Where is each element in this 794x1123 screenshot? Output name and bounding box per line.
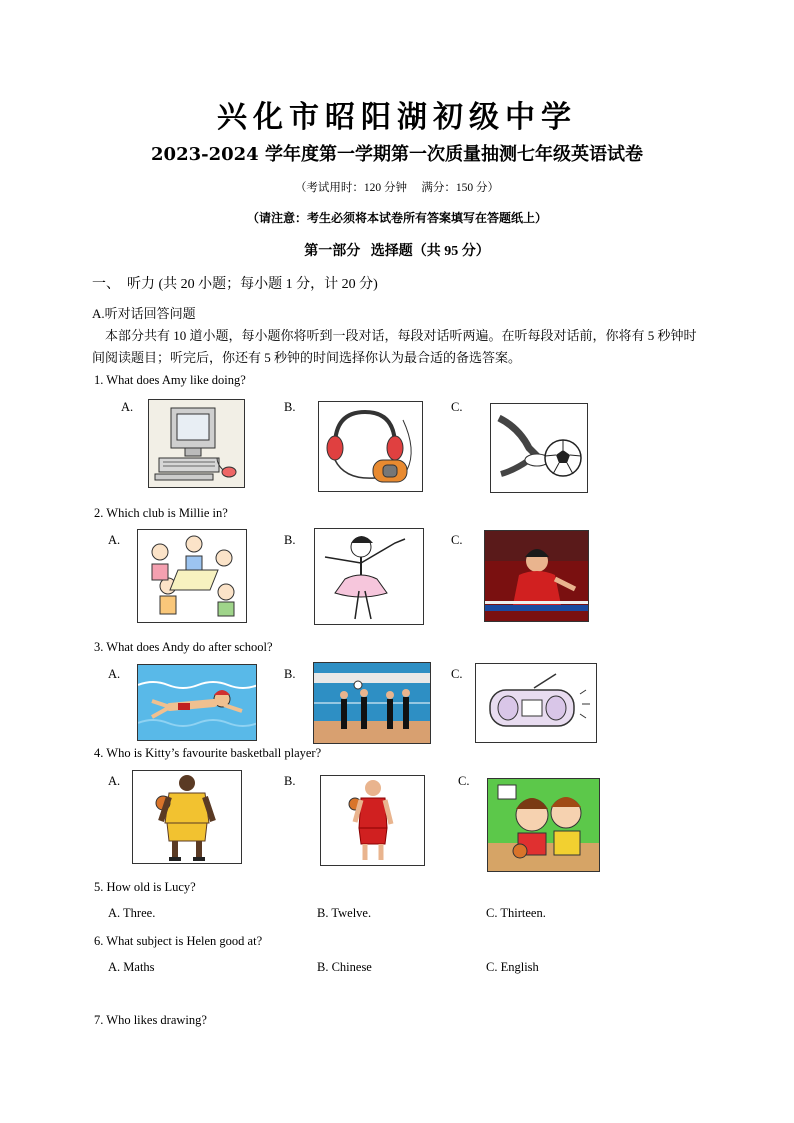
q2-option-a-label: A. <box>108 533 121 547</box>
radio-icon <box>475 663 597 743</box>
subsection-heading: A.听对话回答问题 <box>92 306 196 321</box>
q5-option-c: C. Thirteen. <box>486 906 546 920</box>
q6-option-b: B. Chinese <box>317 960 372 974</box>
q5-option-b: B. Twelve. <box>317 906 372 920</box>
question-3: 3. What does Andy do after school? <box>94 640 273 654</box>
cartoon-basketball-icon <box>487 778 600 872</box>
section-intro: 本部分共有 10 道小题，每小题你将听到一段对话，每段对话听两遍。在听每段对话前，你将有 5 秒钟时间阅读题目；听完后，你还有 5 秒钟的时间选择你认为最合适的备选答案。 <box>92 328 697 365</box>
exam-title: 2023-2024 学年度第一学期第一次质量抽测七年级英语试卷 <box>151 144 643 165</box>
q2-option-c-label: C. <box>451 533 463 547</box>
question-7: 7. Who likes drawing? <box>94 1013 207 1027</box>
basketball-player-rockets-icon <box>320 775 425 866</box>
q1-option-a-label: A. <box>121 400 134 414</box>
part-title: 第一部分 选择题（共 95 分） <box>304 244 490 259</box>
q1-option-b-label: B. <box>284 400 296 414</box>
question-4: 4. Who is Kitty’s favourite basketball player? <box>94 746 322 760</box>
question-2: 2. Which club is Millie in? <box>94 506 228 520</box>
section-heading: 一、 听力 (共 20 小题；每小题 1 分，计 20 分) <box>92 277 378 292</box>
dancer-icon <box>314 528 424 625</box>
swimmer-icon <box>137 664 257 741</box>
question-6: 6. What subject is Helen good at? <box>94 934 263 948</box>
basketball-player-lakers-icon <box>132 770 242 864</box>
q5-option-a: A. Three. <box>108 906 156 920</box>
q6-option-c: C. English <box>486 960 539 974</box>
q4-option-c-label: C. <box>458 774 470 788</box>
headphones-icon <box>318 401 423 492</box>
soccer-ball-icon <box>490 403 588 493</box>
computer-icon <box>148 399 245 488</box>
q4-option-b-label: B. <box>284 774 296 788</box>
table-tennis-player-icon <box>484 530 589 622</box>
volleyball-icon <box>313 662 431 744</box>
question-5: 5. How old is Lucy? <box>94 880 196 894</box>
exam-info: （考试用时：120 分钟 满分：150 分） <box>294 182 500 194</box>
q3-option-a-label: A. <box>108 667 121 681</box>
exam-notice: （请注意：考生必须将本试卷所有答案填写在答题纸上） <box>246 211 547 225</box>
question-1: 1. What does Amy like doing? <box>94 373 246 387</box>
reading-group-icon <box>137 529 247 623</box>
school-name: 兴化市昭阳湖初级中学 <box>217 100 577 135</box>
q3-option-c-label: C. <box>451 667 463 681</box>
q6-option-a: A. Maths <box>108 960 155 974</box>
q2-option-b-label: B. <box>284 533 296 547</box>
q4-option-a-label: A. <box>108 774 121 788</box>
q1-option-c-label: C. <box>451 400 463 414</box>
q3-option-b-label: B. <box>284 667 296 681</box>
